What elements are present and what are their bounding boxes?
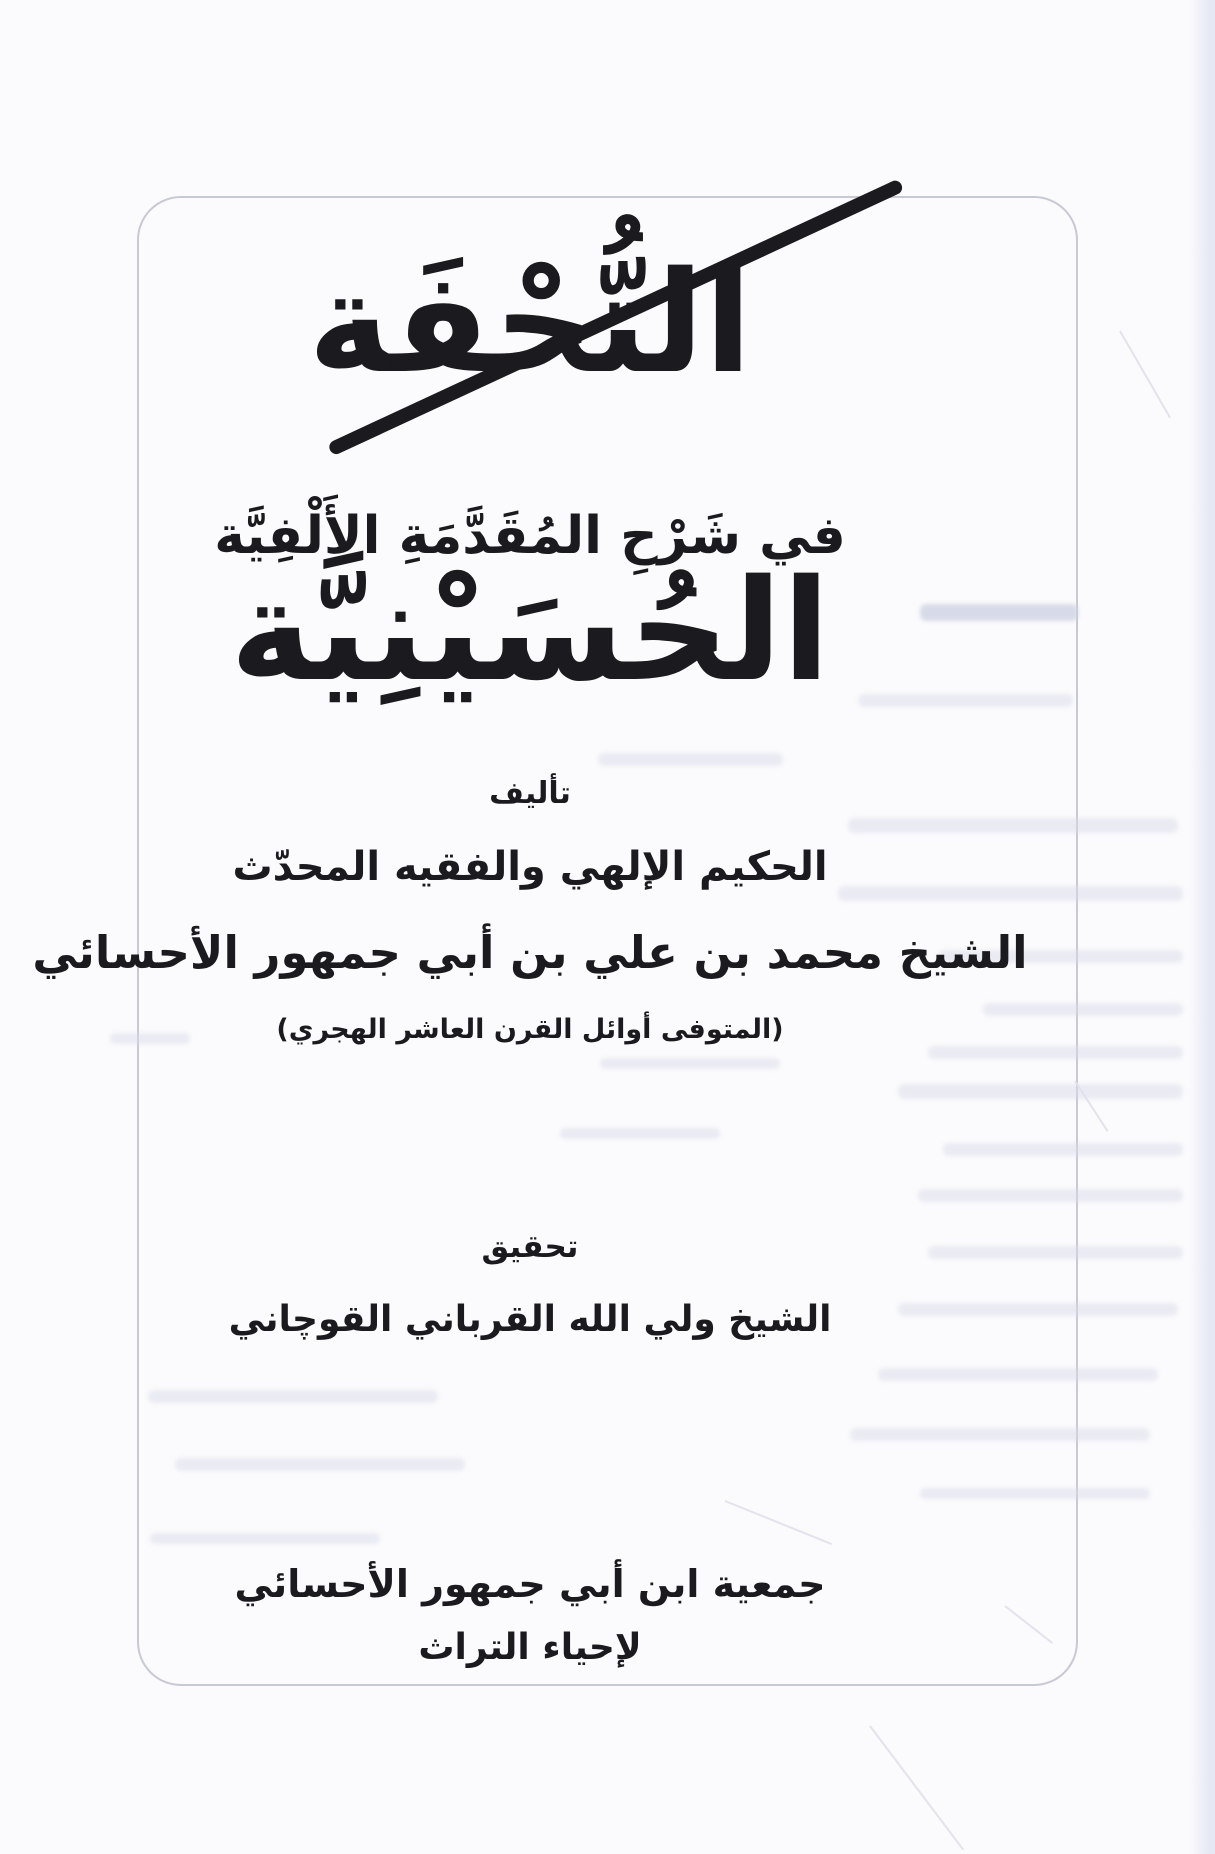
bleed-through-text [920,1488,1150,1499]
crease-line [1119,331,1171,419]
bleed-through-text [898,1084,1183,1099]
bleed-through-text [848,818,1178,833]
bleed-through-text [148,1390,438,1403]
editor-name: الشيخ ولي الله القرباني القوچاني [228,1299,832,1340]
bleed-through-text [175,1458,465,1471]
bleed-through-text [560,1128,720,1139]
bleed-through-text [943,1143,1183,1156]
bleed-through-text [878,1368,1158,1381]
crease-line [869,1725,964,1850]
book-subtitle: في شَرْحِ المُقَدَّمَةِ الأَلْفِيَّة [214,506,846,566]
author-section-heading: تأليف [489,776,571,811]
author-honorific: الحكيم الإلهي والفقيه المحدّث [232,844,828,890]
page-edge-shadow [1189,0,1215,1854]
bleed-through-text [918,1189,1183,1202]
publisher-name: جمعية ابن أبي جمهور الأحسائي [234,1562,826,1606]
book-title: التُّحْفَة الحُسَيْنِيَّة [229,242,831,713]
author-name: الشيخ محمد بن علي بن أبي جمهور الأحسائي [32,926,1028,979]
publisher-tagline: لإحياء التراث [418,1627,642,1668]
bleed-through-text [850,1428,1150,1441]
bleed-through-text [150,1533,380,1544]
author-death-note: (المتوفى أوائل القرن العاشر الهجري) [276,1014,784,1045]
editor-section-heading: تحقيق [481,1229,579,1265]
bleed-through-text [600,1058,780,1069]
